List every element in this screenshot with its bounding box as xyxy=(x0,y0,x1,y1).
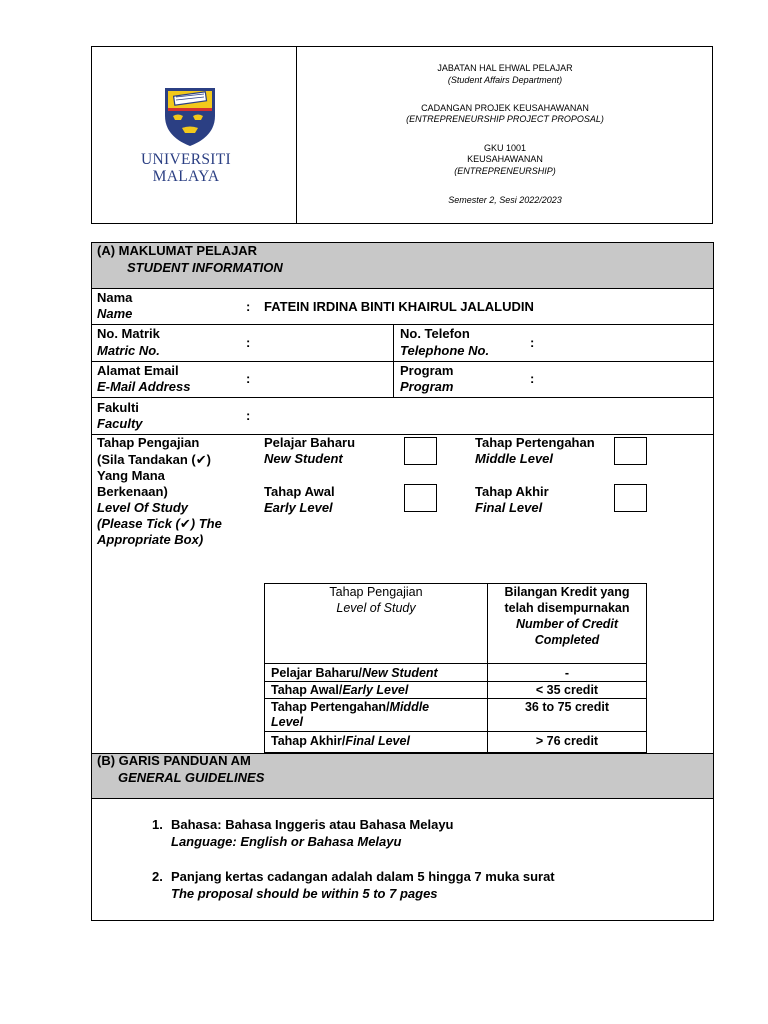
table-row xyxy=(271,699,429,715)
faculty-label-ms: Fakulti xyxy=(97,400,139,415)
divider xyxy=(92,361,713,362)
row-level-ms: Tahap Pertengahan/ xyxy=(271,700,390,714)
level-label-ms-3: Yang Mana xyxy=(97,468,165,483)
option-final-en: Final Level xyxy=(475,500,543,515)
table-header-credit-en-1: Number of Credit xyxy=(515,617,619,631)
row-level-en: Early Level xyxy=(342,683,409,697)
level-label-ms-2: (Sila Tandakan (✔) xyxy=(97,452,211,467)
section-a-title-en: STUDENT INFORMATION xyxy=(127,260,283,275)
table-header-credit-ms-1: Bilangan Kredit yang xyxy=(504,585,630,599)
guideline-en: Language: English or Bahasa Melayu xyxy=(171,834,402,849)
option-middle-en: Middle Level xyxy=(475,451,554,466)
email-label-en: E-Mail Address xyxy=(97,379,191,394)
row-credit: < 35 credit xyxy=(535,683,599,697)
email-label-ms: Alamat Email xyxy=(97,363,179,378)
matric-label-en: Matric No. xyxy=(97,343,160,358)
option-middle-ms: Tahap Pertengahan xyxy=(475,435,595,450)
divider xyxy=(92,288,713,289)
option-new-en: New Student xyxy=(264,451,343,466)
program-label-ms: Program xyxy=(400,363,454,378)
name-value[interactable]: FATEIN IRDINA BINTI KHAIRUL JALALUDIN xyxy=(264,299,534,314)
phone-label-en: Telephone No. xyxy=(400,343,490,358)
program-label-en: Program xyxy=(400,379,454,394)
phone-colon: : xyxy=(530,335,535,350)
row-level-en-cont: Level xyxy=(271,715,303,729)
course-en: (ENTREPRENEURSHIP) xyxy=(454,166,556,176)
university-name-line1: UNIVERSITI xyxy=(141,151,231,168)
table-header-level-en: Level of Study xyxy=(336,601,416,615)
row-credit: 36 to 75 credit xyxy=(524,700,610,714)
course-ms: KEUSAHAWANAN xyxy=(467,154,543,164)
section-b-title-ms: (B) GARIS PANDUAN AM xyxy=(97,753,251,768)
option-early-ms: Tahap Awal xyxy=(264,484,335,499)
name-label-ms: Nama xyxy=(97,290,133,305)
final-level-checkbox[interactable] xyxy=(614,484,647,512)
matric-label-ms: No. Matrik xyxy=(97,326,160,341)
middle-level-checkbox[interactable] xyxy=(614,437,647,465)
semester: Semester 2, Sesi 2022/2023 xyxy=(448,195,562,205)
university-crest-logo xyxy=(163,86,217,148)
level-label-en-1: Level Of Study xyxy=(97,500,189,515)
table-row xyxy=(271,665,438,681)
table-header-credit-en-2: Completed xyxy=(534,633,600,647)
row-level-en: New Student xyxy=(362,666,438,680)
email-colon: : xyxy=(246,371,251,386)
matric-colon: : xyxy=(246,335,251,350)
row-level-en: Final Level xyxy=(345,734,410,748)
name-colon: : xyxy=(246,299,251,314)
divider xyxy=(92,324,713,325)
section-b-title-en: GENERAL GUIDELINES xyxy=(118,770,265,785)
proposal-ms: CADANGAN PROJEK KEUSAHAWANAN xyxy=(421,103,589,113)
dept-en: (Student Affairs Department) xyxy=(447,75,563,85)
phone-label-ms: No. Telefon xyxy=(400,326,470,341)
level-label-en-3: Appropriate Box) xyxy=(97,532,204,547)
new-student-checkbox[interactable] xyxy=(404,437,437,465)
option-final-ms: Tahap Akhir xyxy=(475,484,549,499)
divider xyxy=(92,798,713,799)
university-name xyxy=(120,151,252,185)
row-level-en: Middle xyxy=(389,700,430,714)
table-row-divider xyxy=(265,731,646,732)
course-code: GKU 1001 xyxy=(483,143,527,153)
table-header-level-ms: Tahap Pengajian xyxy=(329,585,423,599)
guideline-ms: Bahasa: Bahasa Inggeris atau Bahasa Melayu xyxy=(171,817,454,832)
name-label-en: Name xyxy=(97,306,133,321)
program-colon: : xyxy=(530,371,535,386)
guideline-number: 1. xyxy=(152,817,163,832)
section-a-title-ms: (A) MAKLUMAT PELAJAR xyxy=(97,243,258,258)
divider xyxy=(92,397,713,398)
table-header-credit-ms-2: telah disempurnakan xyxy=(504,601,630,615)
early-level-checkbox[interactable] xyxy=(404,484,437,512)
guideline-number: 2. xyxy=(152,869,163,884)
level-label-ms-1: Tahap Pengajian xyxy=(97,435,200,450)
option-new-ms: Pelajar Baharu xyxy=(264,435,356,450)
level-label-en-2: (Please Tick (✔) The xyxy=(97,516,222,531)
proposal-en: (ENTREPRENEURSHIP PROJECT PROPOSAL) xyxy=(406,114,604,124)
table-row xyxy=(271,682,408,698)
level-label-ms-4: Berkenaan) xyxy=(97,484,168,499)
row-level-ms: Tahap Akhir/ xyxy=(271,734,346,748)
university-name-line2: MALAYA xyxy=(152,168,220,185)
row-level-ms: Tahap Awal/ xyxy=(271,683,343,697)
table-row-divider xyxy=(265,663,646,664)
faculty-colon: : xyxy=(246,408,251,423)
row-level-ms: Pelajar Baharu/ xyxy=(271,666,363,680)
guideline-en: The proposal should be within 5 to 7 pages xyxy=(171,886,438,901)
row-credit: > 76 credit xyxy=(535,734,599,748)
dept-ms: JABATAN HAL EHWAL PELAJAR xyxy=(437,63,573,73)
table-row xyxy=(271,733,410,749)
row-credit: - xyxy=(564,666,570,680)
option-early-en: Early Level xyxy=(264,500,333,515)
faculty-label-en: Faculty xyxy=(97,416,143,431)
guideline-ms: Panjang kertas cadangan adalah dalam 5 hingga 7 muka surat xyxy=(171,869,555,884)
